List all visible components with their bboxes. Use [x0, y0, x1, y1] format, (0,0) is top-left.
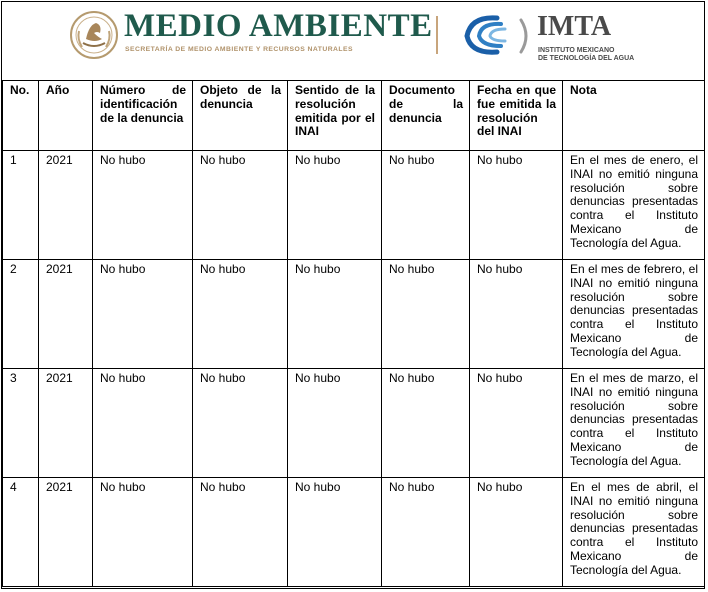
cell-no: 2	[3, 260, 39, 369]
cell-objeto: No hubo	[193, 151, 288, 260]
cell-numero: No hubo	[93, 369, 193, 478]
cell-sentido: No hubo	[288, 369, 382, 478]
table-row	[3, 369, 705, 478]
cell-anio: 2021	[39, 369, 93, 478]
column-header-numero: Número de identificación de la denuncia	[93, 81, 193, 151]
cell-fecha: No hubo	[470, 151, 563, 260]
table-row	[3, 478, 705, 587]
cell-objeto: No hubo	[193, 369, 288, 478]
brand-subtitle: SECRETARÍA DE MEDIO AMBIENTE Y RECURSOS NATURALES	[125, 46, 353, 53]
document-header	[2, 2, 706, 82]
cell-documento: No hubo	[382, 260, 470, 369]
column-header-sentido: Sentido de la resolución emitida por el INAI	[288, 81, 382, 151]
imta-subtitle-line-1: INSTITUTO MEXICANO	[538, 47, 615, 54]
cell-fecha: No hubo	[470, 260, 563, 369]
cell-nota: En el mes de marzo, el INAI no emitió ninguna resolución sobre denuncias presentadas contra el Instituto Mexicano de Tecnología del Agua.	[563, 369, 705, 478]
column-header-anio: Año	[39, 81, 93, 151]
cell-numero: No hubo	[93, 478, 193, 587]
table-header-row	[3, 81, 705, 151]
cell-sentido: No hubo	[288, 478, 382, 587]
cell-fecha: No hubo	[470, 478, 563, 587]
cell-sentido: No hubo	[288, 260, 382, 369]
column-header-nota: Nota	[563, 81, 705, 151]
column-header-documento: Documento de la denuncia	[382, 81, 470, 151]
table-row	[3, 151, 705, 260]
cell-sentido: No hubo	[288, 151, 382, 260]
cell-anio: 2021	[39, 151, 93, 260]
mexico-coat-of-arms-icon	[69, 9, 119, 61]
brand-title: MEDIO AMBIENTE	[124, 8, 433, 44]
cell-no: 3	[3, 369, 39, 478]
cell-objeto: No hubo	[193, 478, 288, 587]
cell-nota: En el mes de enero, el INAI no emitió ninguna resolución sobre denuncias presentadas contra el Instituto Mexicano de Tecnología del Agua.	[563, 151, 705, 260]
cell-fecha: No hubo	[470, 369, 563, 478]
imta-title: IMTA	[537, 11, 612, 42]
cell-no: 1	[3, 151, 39, 260]
column-header-no: No.	[3, 81, 39, 151]
cell-documento: No hubo	[382, 151, 470, 260]
cell-numero: No hubo	[93, 260, 193, 369]
table-row	[3, 260, 705, 369]
cell-documento: No hubo	[382, 369, 470, 478]
cell-numero: No hubo	[93, 151, 193, 260]
imta-subtitle-line-2: DE TECNOLOGÍA DEL AGUA	[538, 55, 635, 62]
cell-anio: 2021	[39, 260, 93, 369]
cell-nota: En el mes de febrero, el INAI no emitió ninguna resolución sobre denuncias presentadas contra el Instituto Mexicano de Tecnología del Agua.	[563, 260, 705, 369]
cell-objeto: No hubo	[193, 260, 288, 369]
denuncias-table	[2, 80, 705, 587]
column-header-fecha: Fecha en que fue emitida la resolución del INAI	[470, 81, 563, 151]
cell-anio: 2021	[39, 478, 93, 587]
imta-subtitle	[538, 47, 634, 63]
header-divider	[436, 16, 438, 54]
cell-documento: No hubo	[382, 478, 470, 587]
column-header-objeto: Objeto de la denuncia	[193, 81, 288, 151]
imta-logo-icon	[457, 10, 535, 60]
cell-nota: En el mes de abril, el INAI no emitió ninguna resolución sobre denuncias presentadas contra el Instituto Mexicano de Tecnología del Agua.	[563, 478, 705, 587]
cell-no: 4	[3, 478, 39, 587]
